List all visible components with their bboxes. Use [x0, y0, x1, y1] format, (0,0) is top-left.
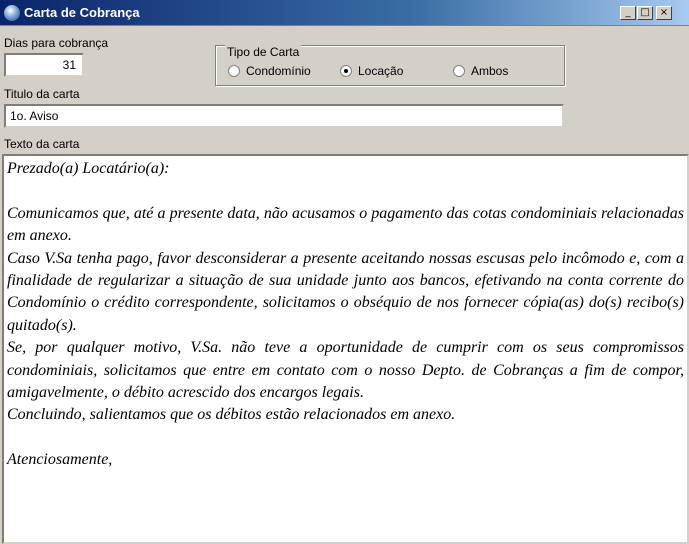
window-title: Carta de Cobrança: [24, 5, 140, 20]
radio-locacao-dot[interactable]: [340, 65, 352, 77]
letter-paragraph-3: Se, por qualquer motivo, V.Sa. não teve a oportunidade de cumprir com os seus compromissos condominiais, solicitamos que entre em contato com o nosso Depto. de Cobranças a fim de compor, amigavelmente, o débito acrescido dos encargos legais.: [7, 339, 684, 402]
letter-text-area[interactable]: [2, 154, 689, 544]
title-bar[interactable]: [0, 0, 689, 26]
maximize-button[interactable]: □: [637, 6, 653, 20]
minimize-button[interactable]: _: [620, 6, 636, 20]
radio-ambos-dot[interactable]: [453, 65, 465, 77]
letter-paragraph-4: Concluindo, salientamos que os débitos estão relacionados em anexo.: [7, 406, 456, 424]
radio-locacao-label: Locação: [358, 64, 404, 78]
letter-greeting: Prezado(a) Locatário(a):: [7, 160, 170, 177]
tipo-carta-label: Tipo de Carta: [227, 45, 300, 59]
radio-condominio-label: Condomínio: [246, 64, 311, 78]
titulo-label: Titulo da carta: [4, 87, 80, 101]
titulo-input[interactable]: 1o. Aviso: [4, 104, 564, 128]
close-button[interactable]: ×: [656, 6, 672, 20]
app-icon: [4, 5, 20, 21]
blank-line: [7, 427, 684, 449]
texto-label: Texto da carta: [4, 137, 80, 151]
blank-line: [7, 180, 684, 202]
letter-paragraph-1: Comunicamos que, até a presente data, não acusamos o pagamento das cotas condominiais relacionadas em anexo.: [7, 204, 684, 245]
dias-input[interactable]: 31: [4, 53, 84, 77]
radio-ambos-label: Ambos: [471, 64, 509, 78]
letter-paragraph-2: Caso V.Sa tenha pago, favor desconsiderar a presente aceitando nossas escusas pelo incômodo e, com a finalidade de regularizar a situação de sua unidade junto aos bancos, efetivando na conta corrente do Condomínio o crédito correspondente, solicitamos o obséquio de nos fornecer cópia(as) do(s) recibo(s) quitado(s).: [7, 249, 684, 334]
radio-condominio-dot[interactable]: [228, 65, 240, 77]
dias-label: Dias para cobrança: [4, 36, 109, 50]
letter-closing: Atenciosamente,: [7, 451, 113, 469]
